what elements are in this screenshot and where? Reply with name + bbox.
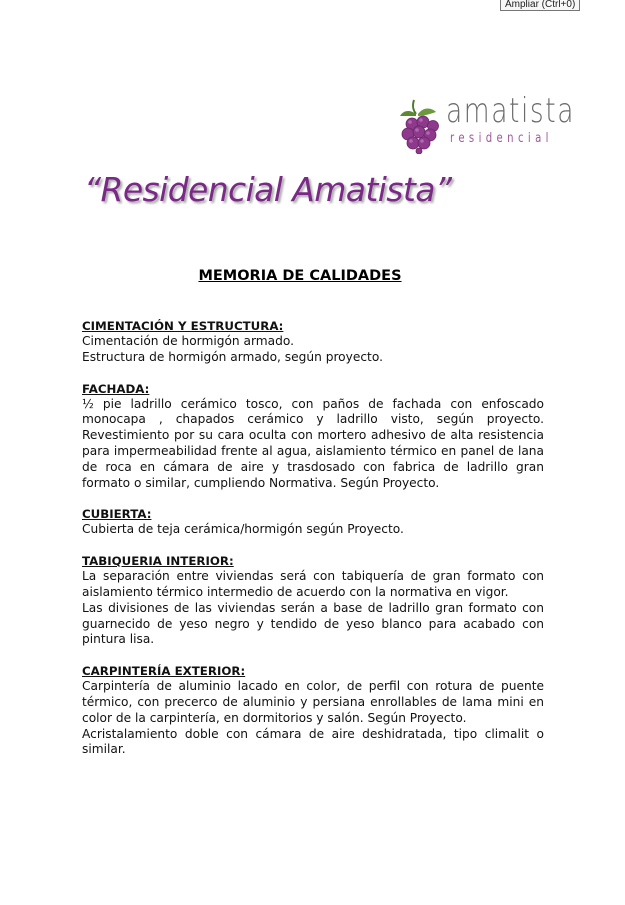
section-cubierta: [82, 506, 544, 538]
logo-brand-text: amatista: [446, 91, 576, 131]
section-paragraph: Acristalamiento doble con cámara de aire deshidratada, tipo climalit o similar.: [82, 726, 544, 757]
section-paragraph: Las divisiones de las viviendas serán a base de ladrillo gran formato con guarnecido de yeso negro y tendido de yeso blanco para acabado con pintura lisa.: [82, 600, 544, 647]
section-title: CARPINTERÍA EXTERIOR:: [82, 664, 246, 679]
section-title: TABIQUERIA INTERIOR:: [82, 554, 234, 569]
section-paragraph: ½ pie ladrillo cerámico tosco, con paños de fachada con enfoscado monocapa , chapados cerámico y ladrillo visto, según proyecto. Revestimiento por su cara oculta con mortero adhesivo de alta resistencia para impermeabilidad frente al agua, aislamiento térmico en panel de lana de roca en cámara de aire y trasdosado con fabrica de ladrillo gran formato o similar, cumpliendo Normativa. Según Proyecto.: [82, 396, 544, 490]
raspberry-icon: [398, 98, 444, 154]
section-title: CUBIERTA:: [82, 507, 152, 522]
section-paragraph: Cimentación de hormigón armado.: [82, 334, 294, 348]
section-tabiqueria: [82, 553, 544, 648]
section-title: FACHADA:: [82, 381, 150, 396]
document-title: “Residencial Amatista”: [84, 170, 452, 209]
section-fachada: [82, 381, 544, 492]
document-body: [82, 318, 544, 773]
memoria-heading: MEMORIA DE CALIDADES: [198, 268, 402, 284]
amatista-logo: [398, 92, 598, 162]
section-paragraph: La separación entre viviendas será con tabiquería de gran formato con aislamiento térmico intermedio de acuerdo con la normativa en vigor.: [82, 569, 544, 599]
section-carpinteria: [82, 663, 544, 758]
section-title: CIMENTACIÓN Y ESTRUCTURA:: [82, 319, 284, 333]
zoom-tooltip: Ampliar (Ctrl+0): [500, 0, 580, 11]
section-paragraph: Carpintería de aluminio lacado en color, de perfil con rotura de puente térmico, con precerco de aluminio y persiana enrollables de lama mini en color de la carpintería, en dormitorios y salón. Según Proyecto.: [82, 679, 544, 725]
logo-sub-text: residencial: [450, 131, 553, 146]
section-paragraph: Estructura de hormigón armado, según proyecto.: [82, 349, 383, 364]
section-paragraph: Cubierta de teja cerámica/hormigón según Proyecto.: [82, 522, 404, 537]
section-cimentacion: [82, 318, 544, 366]
